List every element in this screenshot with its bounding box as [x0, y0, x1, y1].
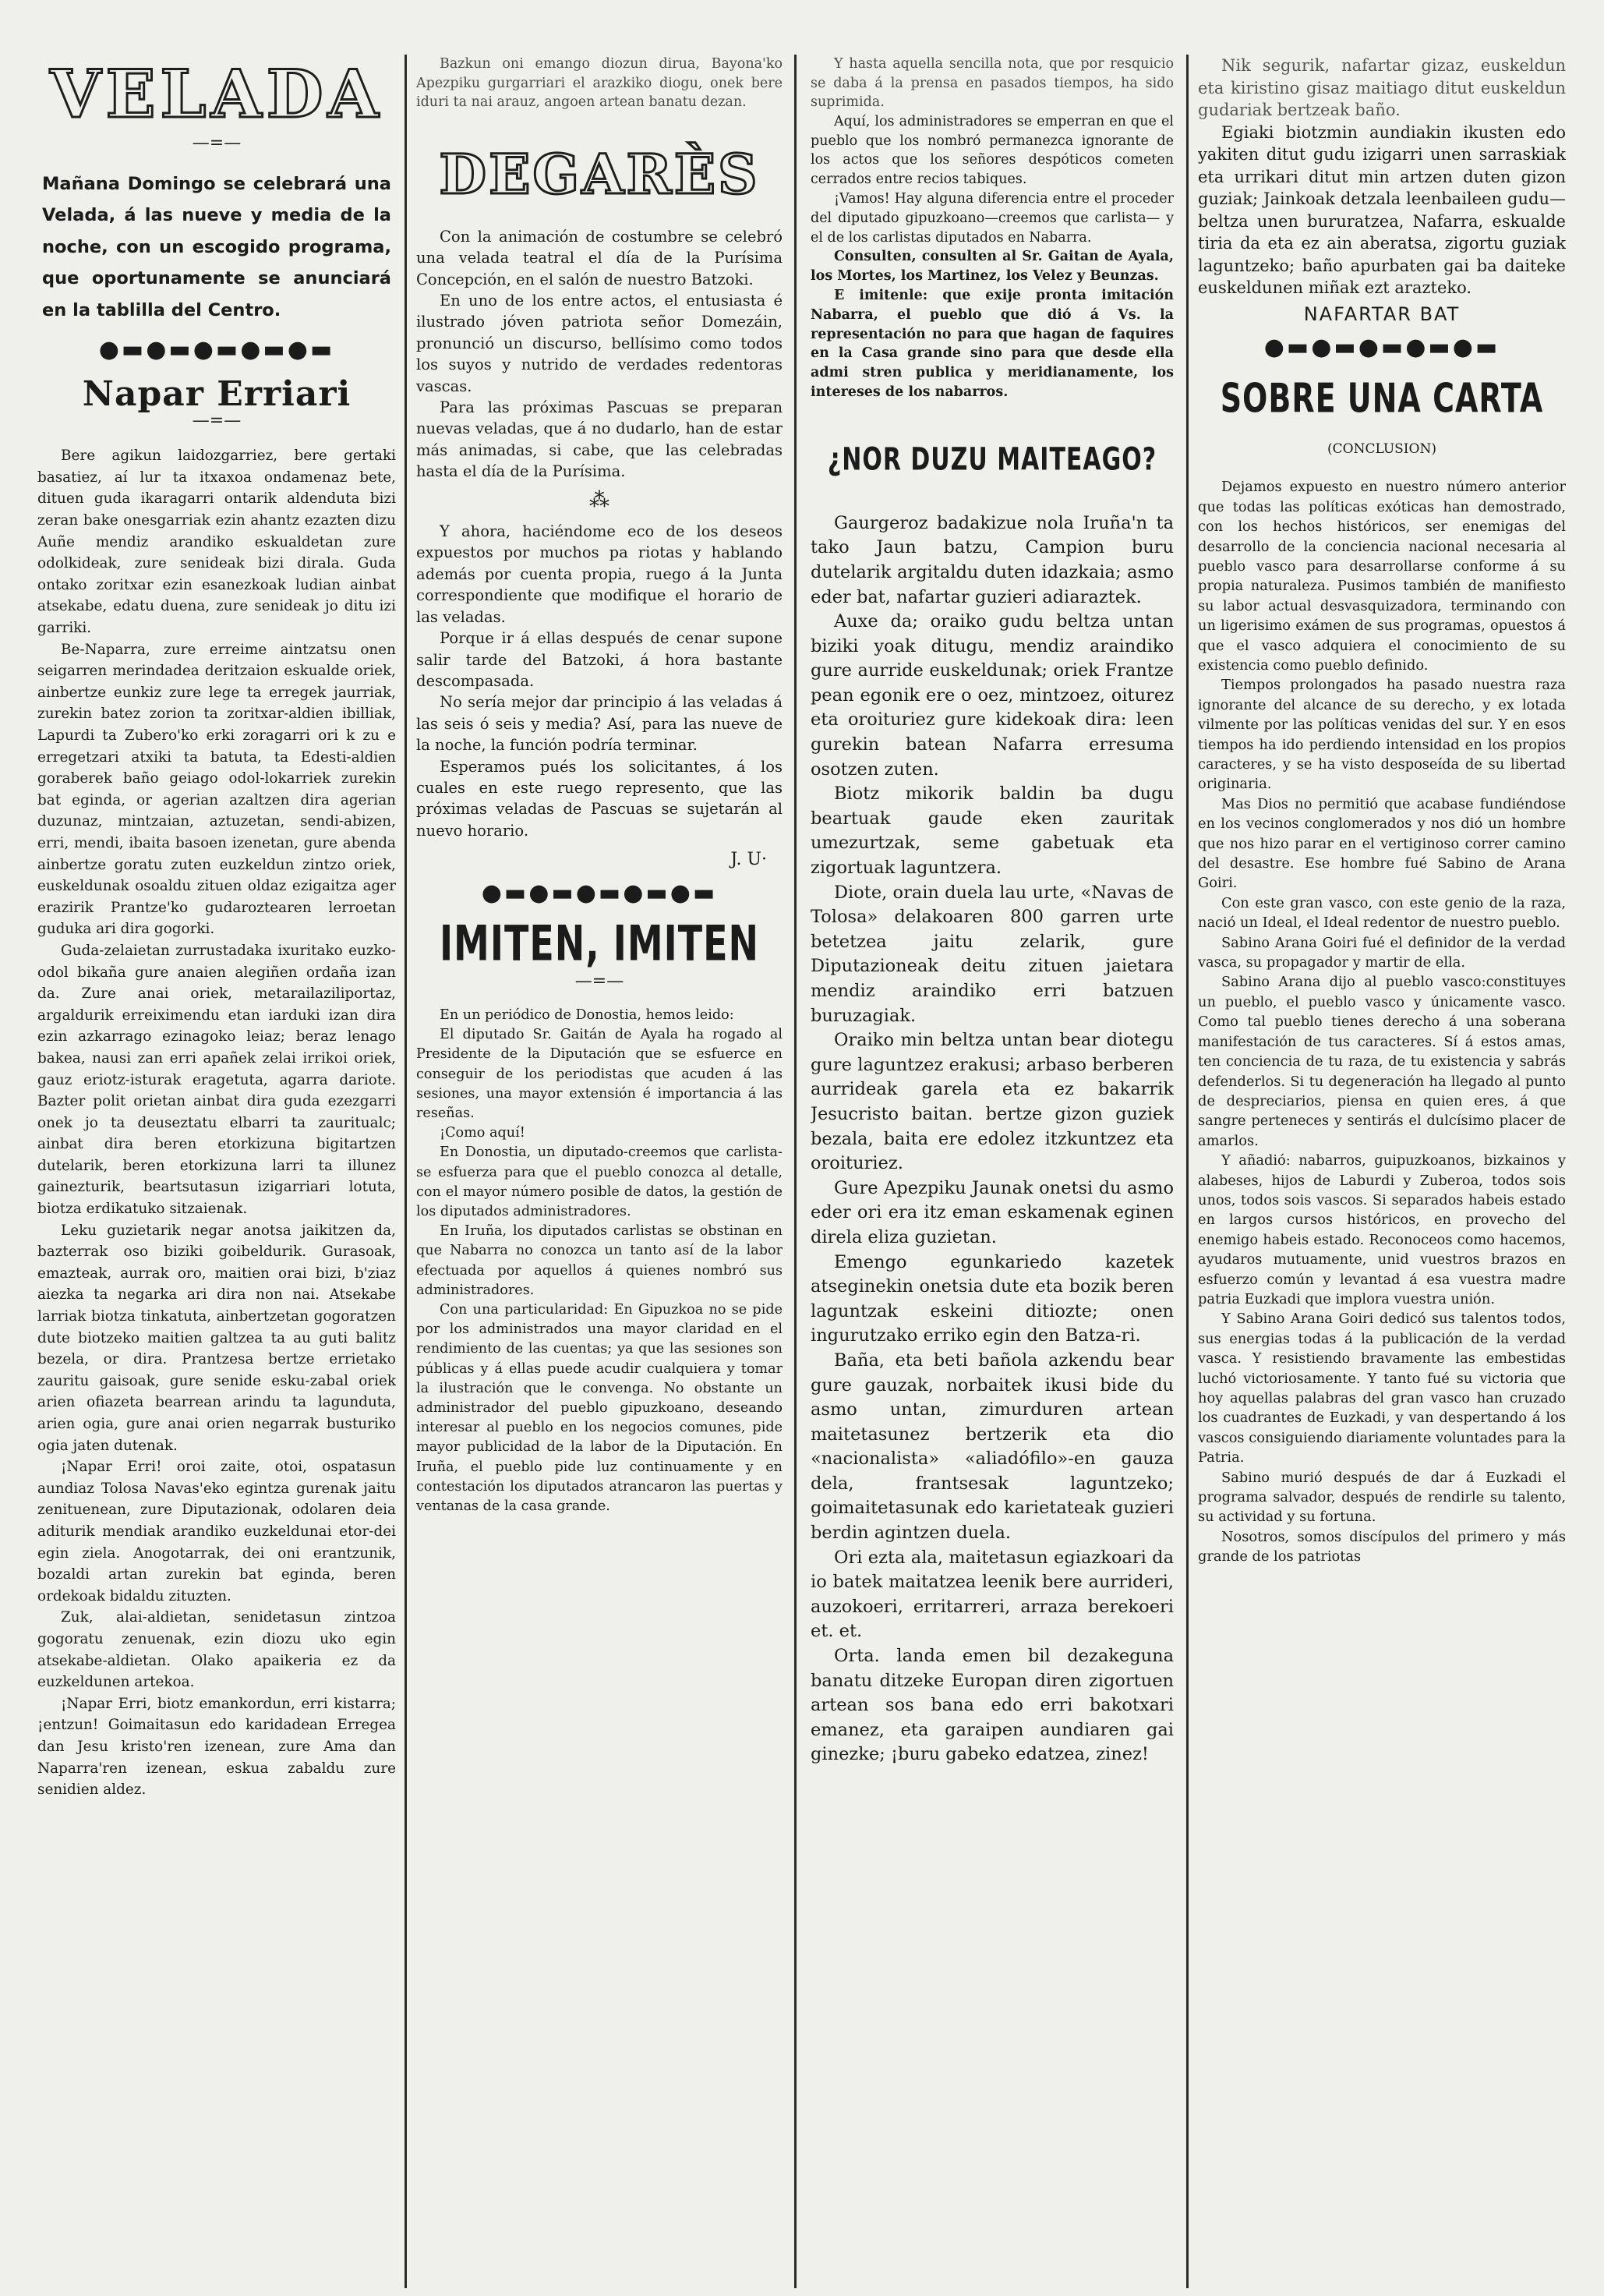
- paragraph: Zuk, alai-aldietan, senidetasun zintzoa gogoratu zenuenak, ezin diozu uko egin atsekabe-aldietan. Olako apaikeria ez da euzkeldunen artekoa.: [37, 1609, 396, 1691]
- paragraph: Y Sabino Arana Goiri dedicó sus talentos todos, sus energias todas á la publicación de la verdad vasca. Y resistiendo bravamente las embestidas luchó victoriosamente. Y tanto fué su victoria que hoy aquellas palabras del gran vasco han cruzado los cuadrantes de Euzkadi, y van despertando á los vascos consiguiendo diariamente voluntades para la Patria.: [1198, 1311, 1566, 1466]
- column-2: [416, 55, 783, 2288]
- article-title-napar-erriari: Napar Erriari: [82, 374, 352, 415]
- paragraph: Con la animación de costumbre se celebró una velada teatral el día de la Purísima Concepción, en el salón de nuestro Batzoki.: [416, 227, 783, 288]
- paragraph: No sería mejor dar principio á las veladas á las seis ó seis y media? Así, para las nueve de la noche, la función podría terminar.: [416, 693, 783, 755]
- paragraph: Be-Naparra, zure erreime aintzatsu onen seigarren merindadea deritzaion eskualde oriek, ainbertze eunkiz zure lege ta erregek jaurriak, zurekin batez zorion ta zoritxar-aldien ibilliak, Lapurdi ta Zubero'ko erki zoragarri ori k zu e erregetzari atxiki ta batuta, ta Edesti-aldien goraberek baño geiago odol-lokarriek zurekin bat eginda, or agerian azaltzen dira agerian duzunaz, mintzaian, aztuzetan, sendi-abizen, erri, mendi, ibaita basoen izenetan, gure abenda ainbertze goratu zuten euzkeldun zintzo oriek, euskeldunak osoaldu zituen oldaz ezigaitza ager erazirik Prantze'ko gudaroztearen lerroetan guduka ari dira gogorki.: [37, 641, 396, 938]
- paragraph: Dejamos expuesto en nuestro número anterior que todas las políticas exóticas han demostrado, con los hechos históricos, ser enemigas del desarrollo de la conciencia nacional necesaria al pueblo vasco para desarrollarse conforme á su propia naturaleza. Pusimos también de manifiesto su labor actual desvasquizadora, terminando con un ligerisimo exámen de sus programas, opuestos á que el vasco adquiera el conocimiento de su existencia como pueblo definido.: [1198, 479, 1566, 674]
- paragraph: Ori ezta ala, maitetasun egiazkoari da io batek maitatzea leenik bere aurrideri, auzokoeri, erritarreri, arraza berekoeri et. et.: [811, 1547, 1174, 1642]
- title-dash: —=—: [574, 971, 624, 991]
- paragraph: ¡Napar Erri, biotz emankordun, erri kistarra; ¡entzun! Goimaitasun edo karidadean Erregea dan Jesu kristo'ren izenean, zure Ama dan Naparra'ren izenean, eskua zabaldu zure senidien aldez.: [37, 1695, 396, 1799]
- paragraph: Bere agikun laidozgarriez, bere gertaki basatiez, aí lur ta itxaxoa ondamenaz bete, dituen guda ikaragarri ontarik aldenduta bizi zeran bake onesgarriak ezin ahantz ezazten dizu Auñe mendiz arandiko eskualdetan zure odolkideak, zure senideak bizi dirala. Guda ontako zoritxar ezin esanezkoak ludian ainbat atsekabe, edatu duena, zure senideak jo ditu izi garriki.: [37, 448, 396, 637]
- paragraph: Biotz mikorik baldin ba dugu beartuak gaude eken zauritak umezurtzak, seme gabetuak eta zigortuak laguntzera.: [811, 784, 1174, 879]
- paragraph: Consulten, consulten al Sr. Gaitan de Ayala, los Mortes, los Martinez, los Velez y Beunzas.: [811, 249, 1174, 285]
- paragraph: Tiempos prolongados ha pasado nuestra raza ignorante del alcance de su derecho, y ex lotada vilmente por las políticas venidas del sur. Y en esos tiempos ha ido perdiendo intensidad en los propios caracteres, y se ha visto desposeída de su libertad originaria.: [1198, 677, 1566, 793]
- paragraph: Gure Apezpiku Jaunak onetsi du asmo eder ori era itz eman eskamenak eginen direla eliza guzietan.: [811, 1177, 1174, 1247]
- ornament-divider: ●▬●▬●▬●▬●▬: [481, 879, 718, 907]
- velada-notice: Mañana Domingo se celebrará una Velada, á las nueve y media de la noche, con un escogido programa, que oportunamente se anunciará en la tablilla del Centro.: [42, 173, 391, 320]
- ornament-divider: ●▬●▬●▬●▬●▬: [98, 336, 335, 364]
- paragraph: Sabino Arana Goiri fué el definidor de la verdad vasca, su propagador y martir de ella.: [1198, 934, 1566, 971]
- paragraph: Mas Dios no permitió que acabase fundiéndose en los vecinos conglomerados y nos dió un hombre que nos hizo parar en el vertiginoso correr camino del desastre. Ese hombre fué Sabino de Arana Goiri.: [1198, 795, 1566, 892]
- paragraph: Y añadió: nabarros, guipuzkoanos, bizkainos y alabeses, hijos de Laburdi y Zuberoa, todos sois unos, todos sois vascos. Si separados habeis estado en largos cursos históricos, en provecho del enemigo habeis estado. Reconoceos como hacemos, ayudaros mutuamente, unid vuestros brazos en esfuerzo común y levantad á esa vuestra madre patria Euzkadi que implora vuestra unión.: [1198, 1152, 1566, 1307]
- paragraph: Egiaki biotzmin aundiakin ikusten edo yakiten ditut gudu izigarri unen sarraskiak eta urrikari ditut min artzen duten gizon guziak; Jainkoak detzala leenbaileen gudu—beltza unen bururatzea, Nafarra, eskualde tiria da eta ez ain aberatsa, zigortu guziak laguntzeko; baño apurbaten gai ba daiteke euskeldunen miñak ezt arazteko.: [1198, 122, 1566, 297]
- paragraph: Oraiko min beltza untan bear diotegu gure laguntzez erakusi; arbaso berberen aurrideak garela eta ez bakarrik Jesucristo baitan. bertze gizon guziek bezala, baita ere edolez itzkuntzez eta oroituriez.: [811, 1030, 1174, 1174]
- paragraph: Emengo egunkariedo kazetek atseginekin onetsia dute eta bozik beren laguntzak eskeini ditiozte; onen ingurutzako erriko egin den Batza-ri.: [811, 1251, 1174, 1346]
- signature: J. U·: [730, 850, 767, 870]
- ornament-divider: ●▬●▬●▬●▬●▬: [1263, 333, 1500, 361]
- conclusion-subtitle: (CONCLUSION): [1327, 440, 1436, 457]
- paragraph: Nosotros, somos discípulos del primero y más grande de los patriotas: [1198, 1528, 1566, 1565]
- paragraph: Con este gran vasco, con este genio de la raza, nació un Ideal, el Ideal redentor de nuestro pueblo.: [1198, 894, 1566, 932]
- degares-title: DEGARÈS: [439, 141, 760, 207]
- paragraph: Auxe da; oraiko gudu beltza untan biziki yoak ditugu, mendiz araindiko gure aurride euskeldunak; oriek Frantze pean egonik ere o oez, mintzoez, oiturez eta oroituriez gure kidekoak dira: leen gurekin batean Nafarra erresuma osotzen zuten.: [811, 611, 1174, 780]
- column-rule: [1186, 55, 1189, 2288]
- nor-duzu-maiteago-title: ¿NOR DUZU MAITEAGO?: [827, 440, 1157, 478]
- paragraph: Para las próximas Pascuas se preparan nuevas veladas, que á no dudarlo, han de estar más animadas, si cabe, que las celebradas hasta el día de la Purísima.: [416, 398, 783, 481]
- paragraph: Leku guzietarik negar anotsa jaikitzen da, bazterrak oso biziki goibeldurik. Gurasoak, emazteak, aurrak oro, maitien orai bizi, b'ziaz aiezka ta negarka ari dira non nai. Atsekabe larriak biotza tinkatuta, ainbertzetan gogoratzen dute biotzeko maitien galtzea ta au guti balitz bezela, or dira. Prantzesa bertze errietako zauritu gaisoak, gure senide esku-zabal oriek arien ofiazeta bearrean arindu ta lagunduta, arien ogia, gure anai orien negarrak busturiko ogia jaten dutenak.: [37, 1222, 396, 1454]
- column-3: [811, 55, 1174, 2288]
- asterism-divider: ⁂: [589, 488, 609, 512]
- paragraph: En un periódico de Donostia, hemos leido:: [440, 1006, 734, 1023]
- paragraph: E imitenle: que exije pronta imitación Nabarra, el pueblo que dió á Vs. la representación no para que hagan de faquires en la Casa grande sino para que desde ella admi stren publica y meridianamente, los intereses de los nabarros.: [811, 287, 1174, 400]
- paragraph: Orta. landa emen bil dezakeguna banatu ditzeke Europan diren zigortuen artean sos bana edo erri bakotxari emanez, eta garaipen aundiaren gai ginezke; ¡buru gabeko edatzea, zinez!: [811, 1646, 1174, 1765]
- paragraph: ¡Como aquí!: [440, 1125, 525, 1141]
- imiten-title: IMITEN, IMITEN: [439, 915, 760, 972]
- title-dash: —=—: [192, 410, 242, 430]
- column-1: [37, 55, 396, 2288]
- paragraph: Sabino Arana dijo al pueblo vasco:constituyes un pueblo, el pueblo vasco y únicamente vasco. Como tal pueblo tienes derecho á una soberana manifestación de tus caracteres. Sí á estos amas, ten conciencia de tu raza, de tu existencia y sabrás defenderlos. Si tu degeneración ha llegado al punto de despreciarios, piensa en quien eres, á que sangre perteneces y sentirás el dulcísimo placer de amarlos.: [1198, 974, 1566, 1149]
- paragraph: El diputado Sr. Gaitán de Ayala ha rogado al Presidente de la Diputación que se esfuerce en conseguir de los periodistas que acuden á las sesiones, una mayor extensión é importancia á las reseñas.: [416, 1027, 783, 1121]
- paragraph: Con una particularidad: En Gipuzkoa no se pide por los administrados una mayor claridad en el rendimiento de las cuentas; ya que las sesiones son públicas y á ellas puede acudir cualquiera y tomar la ilustración que le convenga. No obstante un administrador del pueblo gipuzkoano, deseando interesar al pueblo en los negocios comunes, pide mayor publicidad de la labor de la Diputación. En Iruña, el pueblo pide luz continuamente y en contestación los diputados atrancaron las puertas y ventanas de la casa grande.: [416, 1302, 783, 1515]
- paragraph: Baña, eta beti bañola azkendu bear gure gauzak, norbaitek ikusi bide du asmo untan, zimurduren artean maitetasunez bertzerik eta dio «nacionalista» «aliadófilo»-en gauza dela, frantsesak laguntzeko; goimaitetasunak edo karietateak guzieri berdin agintzen duela.: [811, 1350, 1174, 1544]
- continued-paragraph: Y hasta aquella sencilla nota, que por resquicio se daba á la prensa en pasados tiempos, ha sido suprimida.: [811, 56, 1174, 111]
- column-rule: [794, 55, 797, 2288]
- paragraph: En Donostia, un diputado-creemos que carlista-se esfuerza para que el pueblo conozca al detalle, con el mayor número posible de datos, la gestión de los diputados administradores.: [416, 1144, 783, 1219]
- paragraph: Gaurgeroz badakizue nola Iruña'n ta tako Jaun batzu, Campion buru dutelarik argitaldu duten idazkaia; asmo eder bat, nafartar guzieri adiaraztek.: [811, 512, 1174, 607]
- paragraph: En Iruña, los diputados carlistas se obstinan en que Nabarra no conozca un tanto así de la labor efectuada por aquellos á quienes nombró sus administradores.: [416, 1223, 783, 1298]
- paragraph: Sabino murió después de dar á Euzkadi el programa salvador, después de rendirle su talento, su actividad y su fortuna.: [1198, 1469, 1566, 1526]
- paragraph: Aquí, los administradores se emperran en que el pueblo que los nombró permanezca ignorante de los actos que los señores despóticos cometen cerrados entre recios tabiques.: [811, 113, 1174, 188]
- signature: NAFARTAR BAT: [1303, 302, 1461, 325]
- paragraph: ¡Vamos! Hay alguna diferencia entre el proceder del diputado gipuzkoano—creemos que carlista— y el de los carlistas diputados en Nabarra.: [811, 190, 1174, 246]
- paragraph: Y ahora, haciéndome eco de los deseos expuestos por muchos pa riotas y hablando además por cuenta propia, ruego á la Junta correspondiente que modifique el horario de las veladas.: [416, 522, 783, 626]
- velada-title: VELADA: [50, 55, 383, 133]
- paragraph: Diote, orain duela lau urte, «Navas de Tolosa» delakoaren 800 garren urte betetzea jaitu zelarik, gure Diputazioneak deitu zituen jaietara mendiz araindiko erri batzuen buruzagiak.: [811, 882, 1174, 1026]
- continued-paragraph: Nik segurik, nafartar gizaz, euskeldun eta kiristino gisaz maitiago ditut euskeldun gudariak bertzeak baño.: [1198, 56, 1566, 119]
- column-rule: [405, 55, 407, 2288]
- paragraph: En uno de los entre actos, el entusiasta é ilustrado jóven patriota señor Domezáin, pronunció un discurso, bellísimo como todos los suyos y nutrido de verdades redentoras vascas.: [416, 292, 783, 395]
- paragraph: Guda-zelaietan zurrustadaka ixuritako euzko-odol bikaña gure anaien alegiñen ordaña izan da. Zure anai oriek, metarailaziliportaz, argaldurik erreiximendu etan iarduki izan dira ezin azkarrago ezinagoko leiaz; beraz lenago bakea, nausi zan erri apañek zelai irrikoi oriek, gauz eriotz-isturak eragetuta, agarra dariote. Bazter polit orietan ainbat dira guda ezezgarri onek jo ta deuseztatu elbarri ta zauritualc; ainbat dira beren etorkizuna bigitartzen dutelarik, beren etorkizuna larri ta illunez gainezturik, beartsutasun izigarriari lotuta, biotza erdikatuko sitzaienak.: [37, 942, 396, 1218]
- continued-paragraph: Bazkun oni emango diozun dirua, Bayona'ko Apezpiku gurgarriari el arazkiko diogu, onek bere iduri ta nai arauz, angoen artean banatu dezan.: [416, 56, 783, 111]
- column-4: [1198, 55, 1566, 2288]
- sobre-una-carta-title: SOBRE UNA CARTA: [1220, 374, 1544, 422]
- paragraph: Porque ir á ellas después de cenar supone salir tarde del Batzoki, á hora bastante descompasada.: [416, 629, 783, 690]
- paragraph: ¡Napar Erri! oroi zaite, otoi, ospatasun aundiaz Tolosa Navas'eko egintza gurenak jaitu zenituenean, zure Diputazionak, odolaren deia aditurik mendiak arandiko euzkeldunai etor-dei egin ziela. Anogotarrak, dei oni erantzunik, bozaldi artan zurekin bat eginda, beren ordekoak bidaldu zituzten.: [37, 1459, 396, 1604]
- title-dash: —=—: [192, 133, 242, 153]
- paragraph: Esperamos pués los solicitantes, á los cuales en este ruego represento, que las próximas veladas de Pascuas se sujetarán al nuevo horario.: [416, 757, 783, 840]
